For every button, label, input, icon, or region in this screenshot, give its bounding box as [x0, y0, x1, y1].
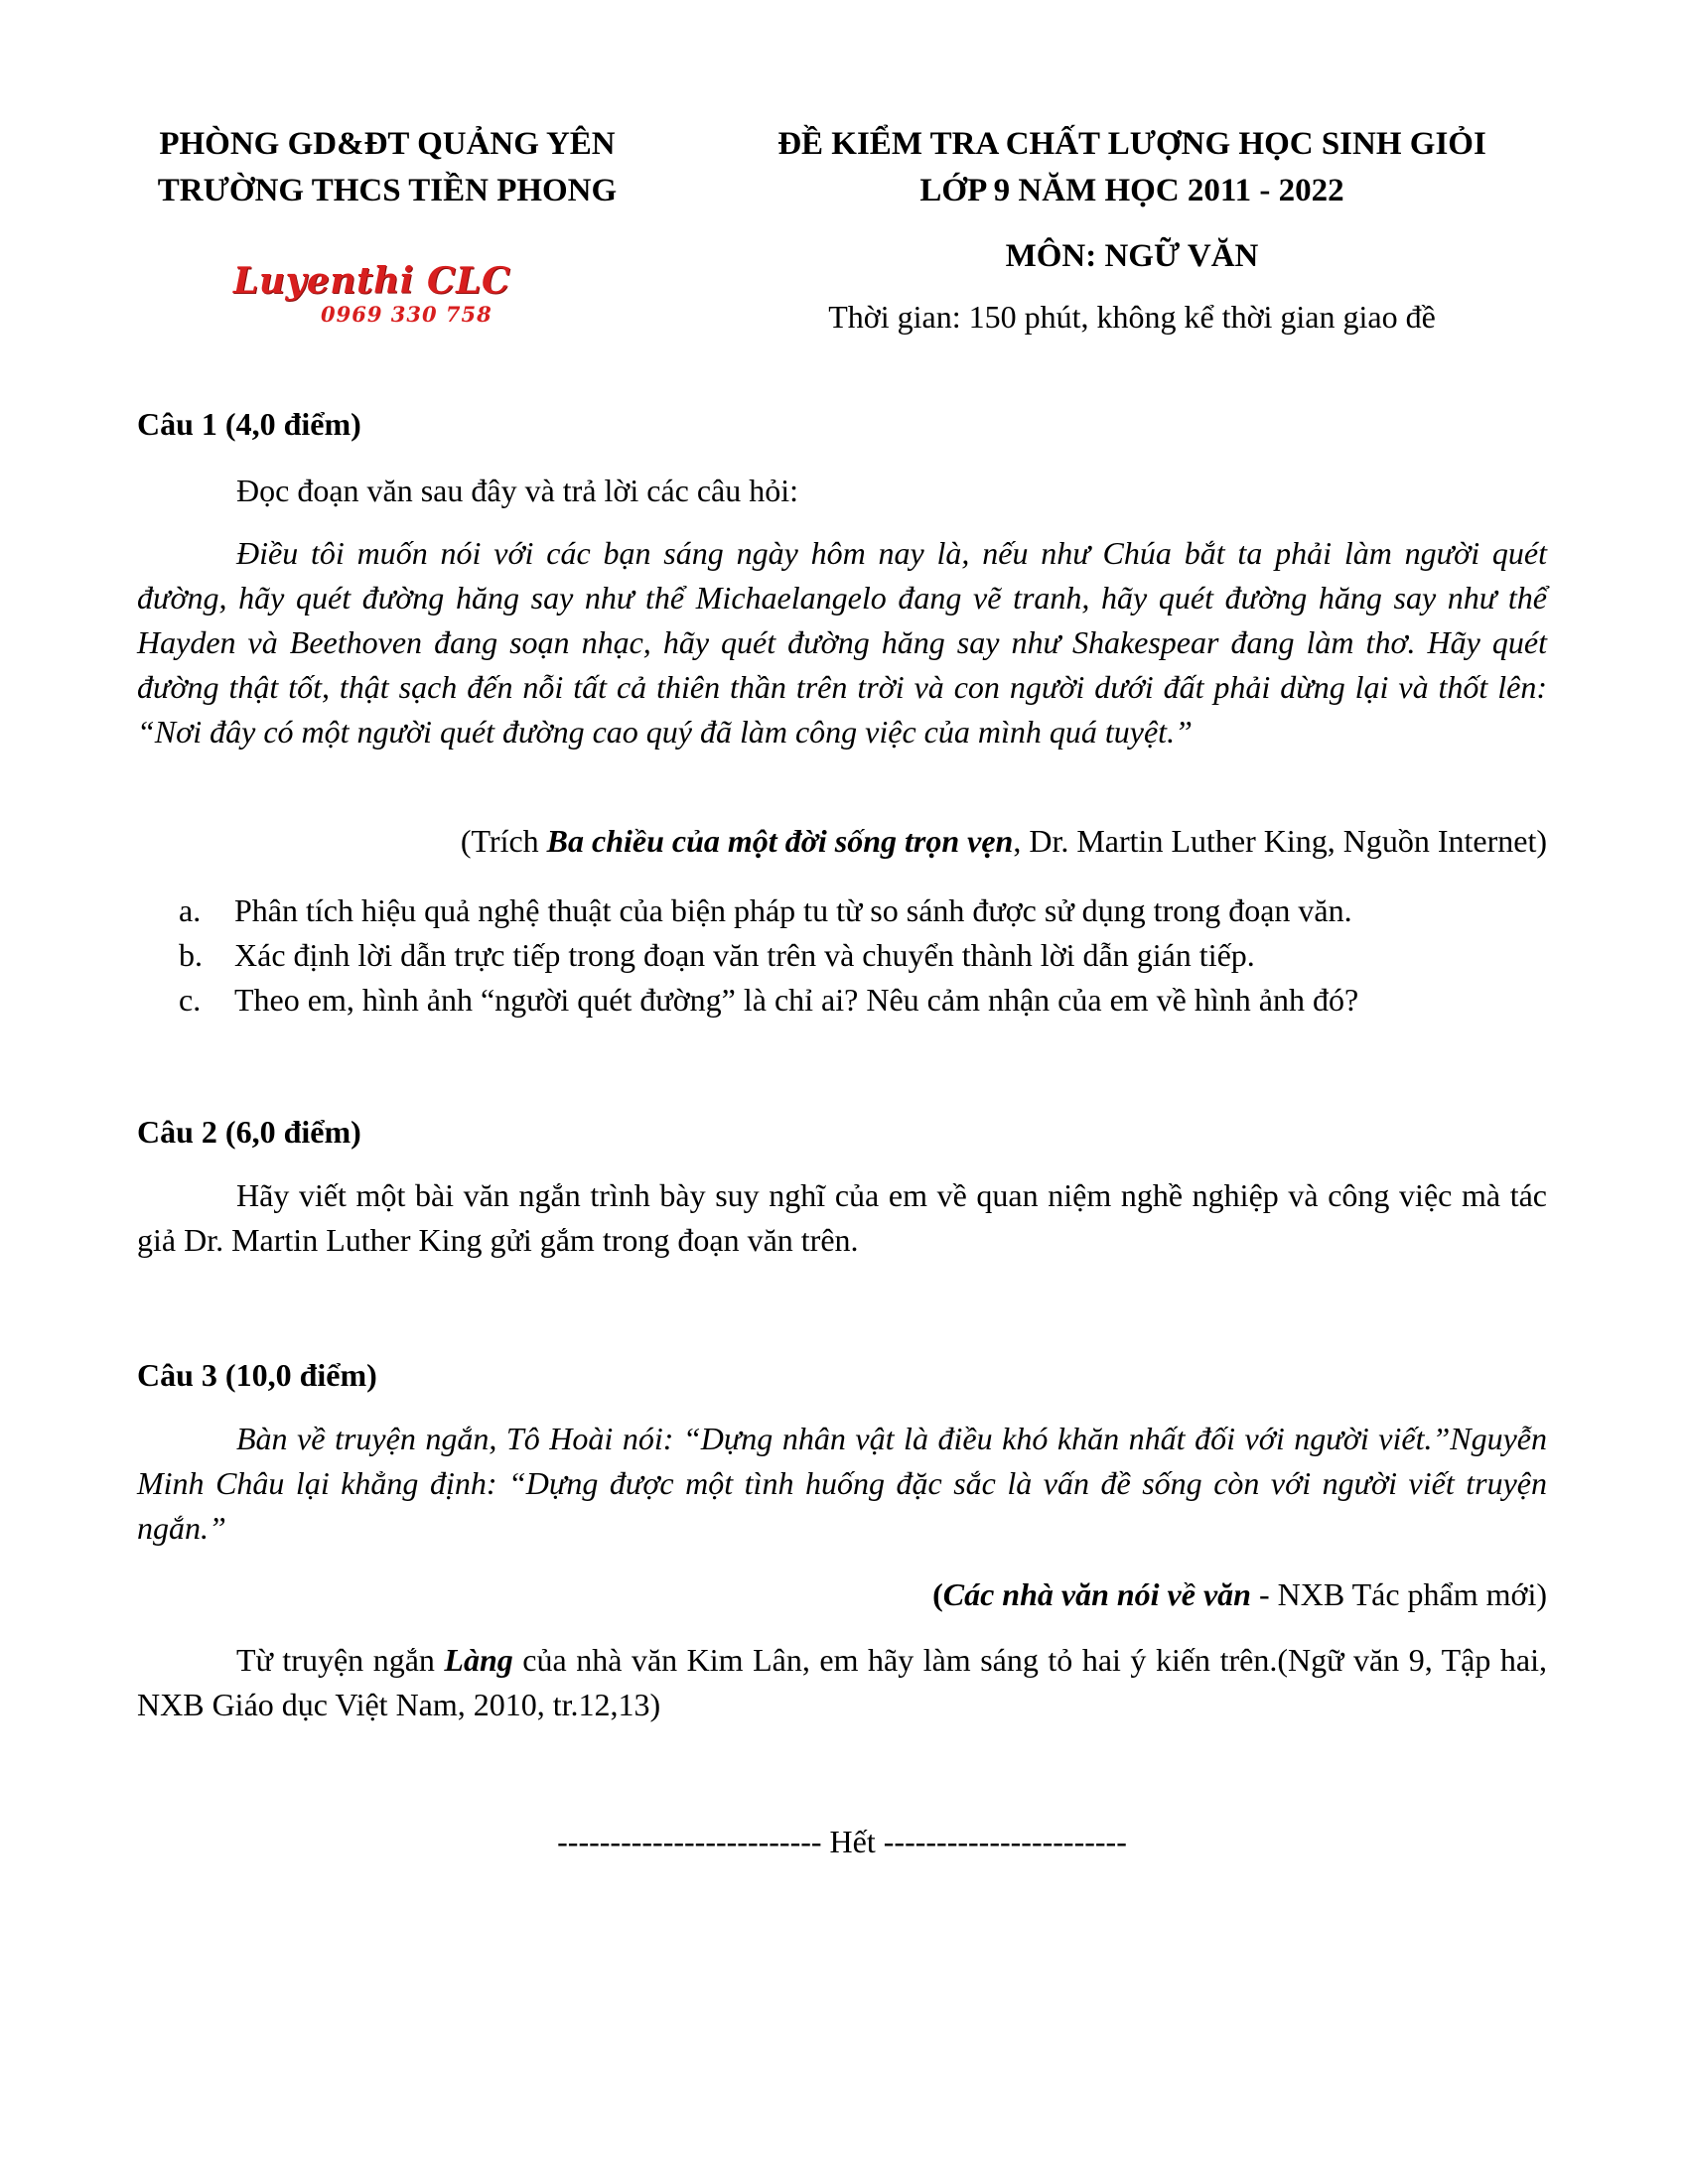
- q3-task-title: Làng: [444, 1642, 513, 1678]
- q3-quote: Bàn về truyện ngắn, Tô Hoài nói: “Dựng nhân vật là điều khó khăn nhất đối với người viết.”Nguyễn Minh Châu lại khẳng định: “Dựng được một tình huống đặc sắc là vấn đề sống còn với người viết truyện ngắn.”: [137, 1421, 1547, 1546]
- exam-time: Thời gian: 150 phút, không kể thời gian giao đề: [828, 299, 1436, 335]
- exam-grade-year: LỚP 9 NĂM HỌC 2011 - 2022: [919, 173, 1344, 208]
- q3-source-suffix: - NXB Tác phẩm mới): [1250, 1576, 1547, 1612]
- q1-passage: Điều tôi muốn nói với các bạn sáng ngày hôm nay là, nếu như Chúa bắt ta phải làm người quét đường, hãy quét đường hăng say như thể Michaelangelo đang vẽ tranh, hãy quét đường hăng say như thể Hayden và Beethoven đang soạn nhạc, hãy quét đường hăng say như Shakespear đang làm thơ. Hãy quét đường thật tốt, thật sạch đến nỗi tất cả thiên thần trên trời và con người dưới đất phải dừng lại và thốt lên: “Nơi đây có một người quét đường cao quý đã làm công việc của mình quá tuyệt.”: [137, 535, 1547, 750]
- q3-task: [137, 1638, 1547, 1727]
- q2-text: Hãy viết một bài văn ngắn trình bày suy nghĩ của em về quan niệm nghề nghiệp và công việc mà tác giả Dr. Martin Luther King gửi gắm trong đoạn văn trên.: [137, 1177, 1547, 1258]
- school-name: TRƯỜNG THCS TIỀN PHONG: [157, 173, 618, 208]
- q3-task-suffix: của nhà văn Kim Lân, em hãy làm sáng tỏ hai ý kiến trên.(Ngữ văn 9, Tập hai, NXB Giáo dục Việt Nam, 2010, tr.12,13): [137, 1642, 1548, 1722]
- q3-source-open: (: [932, 1576, 943, 1612]
- q3-source-title: Các nhà văn nói về văn: [942, 1576, 1251, 1612]
- exam-subject: MÔN: NGỮ VĂN: [1005, 238, 1259, 274]
- q1-subquestions: [179, 888, 1549, 1023]
- end-marker: ------------------------- Hết -----------------------: [557, 1824, 1127, 1859]
- logo-name: Luyenthi CLC: [233, 260, 511, 302]
- q3-source: [137, 1572, 1547, 1617]
- q1-title: Câu 1 (4,0 điểm): [137, 406, 361, 442]
- q1-item-b: b. Xác định lời dẫn trực tiếp trong đoạn văn trên và chuyển thành lời dẫn gián tiếp.: [179, 937, 1255, 973]
- q1-source-prefix: (Trích: [460, 823, 547, 859]
- exam-title: ĐỀ KIỂM TRA CHẤT LƯỢNG HỌC SINH GIỎI: [777, 126, 1486, 162]
- q3-task-prefix: Từ truyện ngắn: [236, 1642, 445, 1678]
- logo: [233, 260, 551, 330]
- school-header: [119, 121, 655, 214]
- q1-source-suffix: , Dr. Martin Luther King, Nguồn Internet): [1013, 823, 1547, 859]
- q2-title: Câu 2 (6,0 điểm): [137, 1114, 361, 1150]
- logo-phone: 0969 330 758: [321, 302, 492, 327]
- department-name: PHÒNG GD&ĐT QUẢNG YÊN: [159, 126, 616, 162]
- q1-item-c: c. Theo em, hình ảnh “người quét đường” là chỉ ai? Nêu cảm nhận của em về hình ảnh đó?: [179, 982, 1359, 1018]
- q1-source: [137, 819, 1547, 864]
- q1-item-a: a. Phân tích hiệu quả nghệ thuật của biện pháp tu từ so sánh được sử dụng trong đoạn văn.: [179, 892, 1352, 928]
- q1-source-title: Ba chiều của một đời sống trọn vẹn: [546, 823, 1014, 859]
- q1-instruction: Đọc đoạn văn sau đây và trả lời các câu hỏi:: [236, 473, 799, 508]
- q3-title: Câu 3 (10,0 điểm): [137, 1357, 377, 1393]
- exam-header: [695, 121, 1569, 341]
